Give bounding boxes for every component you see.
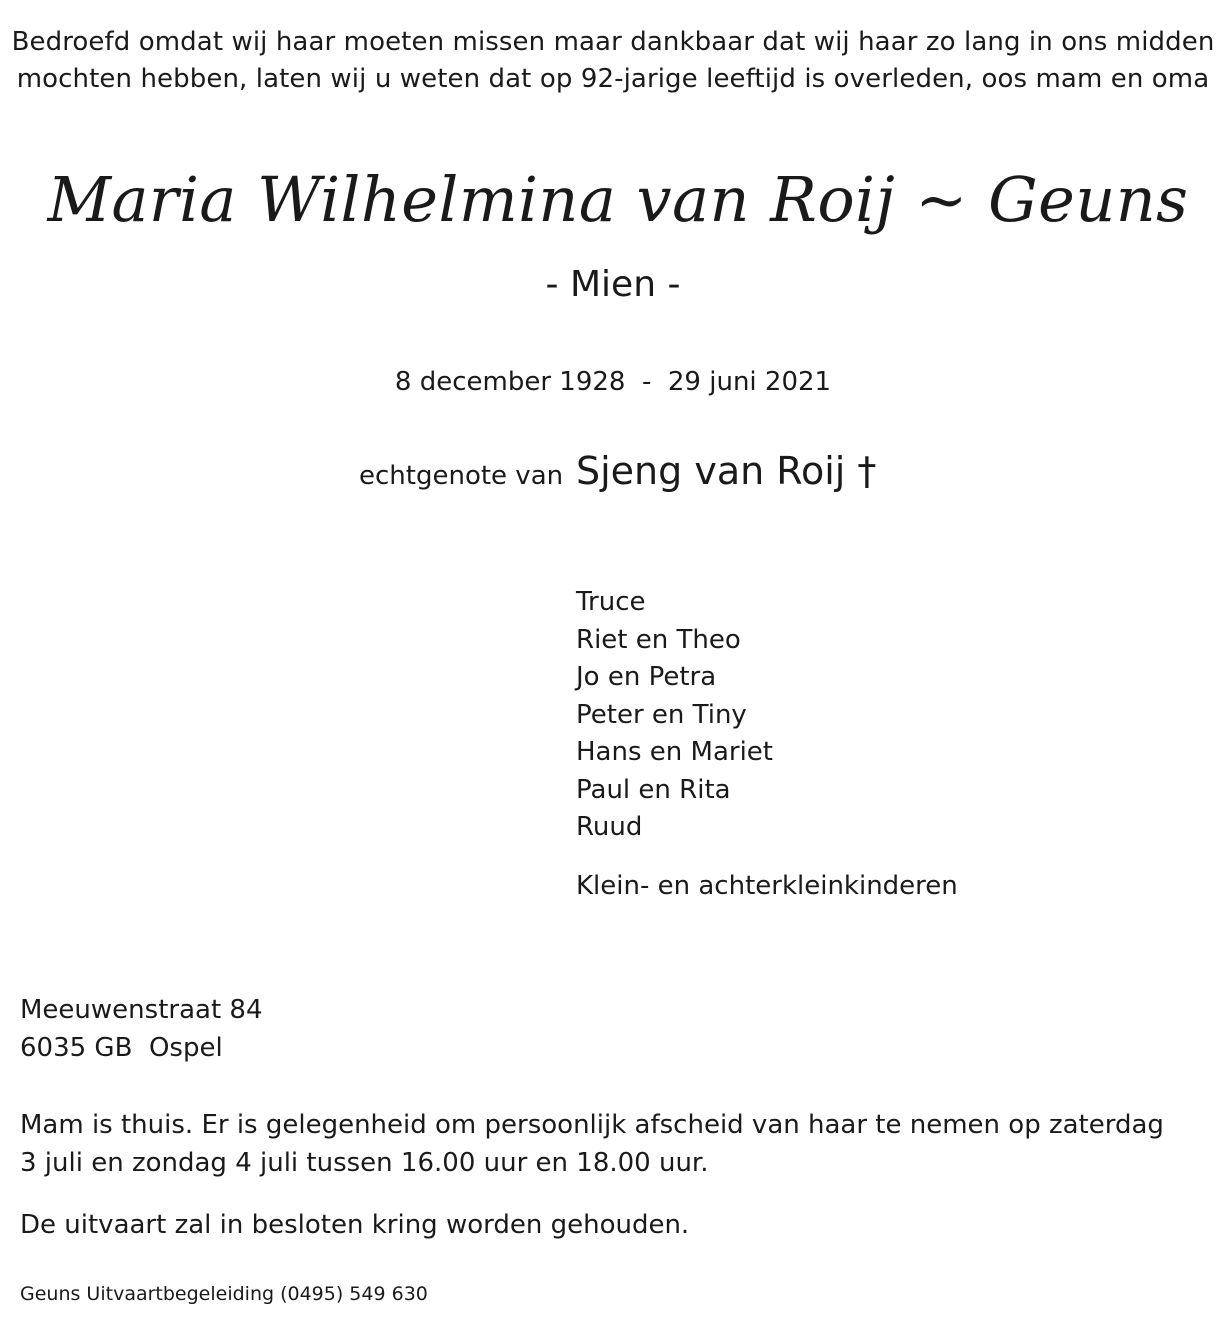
funeral-director: Geuns Uitvaartbegeleiding (0495) 549 630 — [20, 1283, 428, 1305]
visitation-text — [20, 1106, 1164, 1182]
intro-line-1: Bedroefd omdat wij haar moeten missen maar dankbaar dat wij haar zo lang in ons midden — [11, 27, 1215, 57]
grandchildren-line: Klein- en achterkleinkinderen — [576, 871, 958, 901]
family-member: Paul en Rita — [576, 774, 731, 805]
intro-text — [0, 24, 1226, 98]
family-member: Peter en Tiny — [576, 699, 747, 730]
deceased-name: Maria Wilhelmina van Roij ~ Geuns — [47, 163, 1189, 236]
address-city: 6035 GB Ospel — [20, 1032, 223, 1063]
family-member: Ruud — [576, 812, 643, 842]
visitation-line-2: 3 juli en zondag 4 juli tussen 16.00 uur en 18.00 uur. — [20, 1148, 709, 1178]
family-member: Truce — [576, 587, 646, 617]
deceased-nickname: - Mien - — [545, 264, 681, 305]
visitation-line-1: Mam is thuis. Er is gelegenheid om persoonlijk afscheid van haar te nemen op zaterdag — [20, 1110, 1164, 1140]
family-member: Hans en Mariet — [576, 737, 773, 767]
spouse-name: Sjeng van Roij † — [576, 449, 877, 493]
family-member: Jo en Petra — [576, 662, 717, 692]
address-street: Meeuwenstraat 84 — [20, 995, 263, 1025]
funeral-text: De uitvaart zal in besloten kring worden gehouden. — [20, 1210, 690, 1240]
life-dates: 8 december 1928 - 29 juni 2021 — [394, 367, 832, 397]
family-member: Riet en Theo — [576, 624, 741, 655]
intro-line-2: mochten hebben, laten wij u weten dat op 92-jarige leeftijd is overleden, oos mam en oma — [16, 64, 1210, 94]
address-block — [20, 992, 262, 1067]
spouse-prefix: echtgenote van — [359, 461, 564, 491]
family-list — [576, 584, 773, 847]
